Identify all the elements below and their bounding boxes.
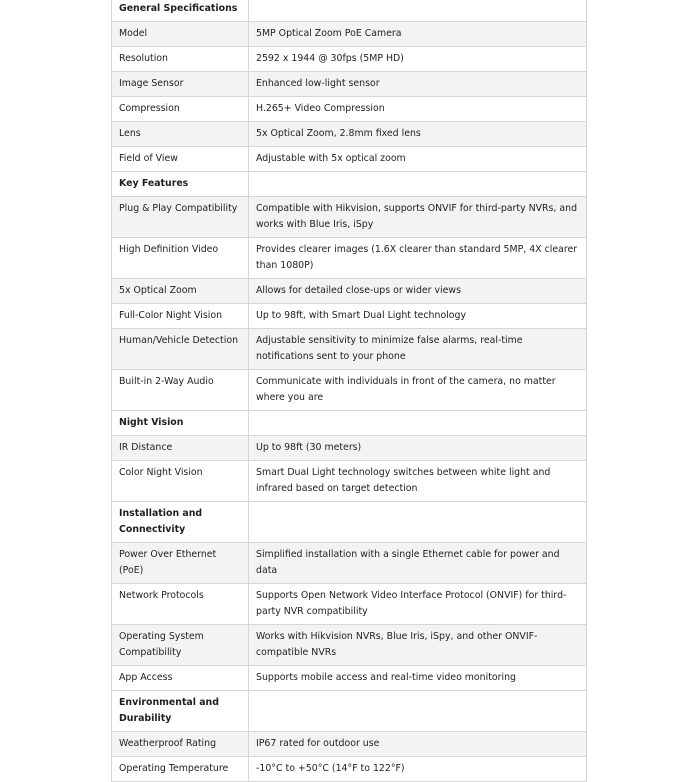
section-header-empty-cell (249, 0, 587, 22)
spec-label: Operating Temperature (112, 757, 249, 782)
spec-row (112, 279, 587, 304)
spec-value: Works with Hikvision NVRs, Blue Iris, iSpy, and other ONVIF-compatible NVRs (249, 625, 587, 666)
section-header-empty-cell (249, 172, 587, 197)
section-header-empty-cell (249, 502, 587, 543)
spec-label: Human/Vehicle Detection (112, 329, 249, 370)
section-header-row (112, 411, 587, 436)
spec-label: Compression (112, 97, 249, 122)
spec-value: -10°C to +50°C (14°F to 122°F) (249, 757, 587, 782)
spec-row (112, 584, 587, 625)
spec-value: Enhanced low-light sensor (249, 72, 587, 97)
spec-value: Compatible with Hikvision, supports ONVIF for third-party NVRs, and works with Blue Iris, iSpy (249, 197, 587, 238)
spec-row (112, 197, 587, 238)
spec-label: Resolution (112, 47, 249, 72)
spec-label: Color Night Vision (112, 461, 249, 502)
section-header-row (112, 502, 587, 543)
spec-value: IP67 rated for outdoor use (249, 732, 587, 757)
spec-value: Adjustable sensitivity to minimize false alarms, real-time notifications sent to your phone (249, 329, 587, 370)
spec-value: Provides clearer images (1.6X clearer than standard 5MP, 4X clearer than 1080P) (249, 238, 587, 279)
spec-row (112, 732, 587, 757)
spec-row (112, 72, 587, 97)
spec-value: Communicate with individuals in front of the camera, no matter where you are (249, 370, 587, 411)
spec-row (112, 22, 587, 47)
spec-label: High Definition Video (112, 238, 249, 279)
spec-value: H.265+ Video Compression (249, 97, 587, 122)
section-header-row (112, 172, 587, 197)
spec-label: Network Protocols (112, 584, 249, 625)
section-header-label: Key Features (112, 172, 249, 197)
spec-value: 2592 x 1944 @ 30fps (5MP HD) (249, 47, 587, 72)
spec-row (112, 47, 587, 72)
section-header-label: Night Vision (112, 411, 249, 436)
spec-row (112, 436, 587, 461)
spec-label: Power Over Ethernet (PoE) (112, 543, 249, 584)
spec-row (112, 666, 587, 691)
spec-row (112, 238, 587, 279)
spec-row (112, 122, 587, 147)
spec-label: App Access (112, 666, 249, 691)
spec-label: Weatherproof Rating (112, 732, 249, 757)
section-header-empty-cell (249, 691, 587, 732)
spec-label: Lens (112, 122, 249, 147)
spec-label: Plug & Play Compatibility (112, 197, 249, 238)
spec-row (112, 461, 587, 502)
spec-label: IR Distance (112, 436, 249, 461)
spec-label: Built-in 2-Way Audio (112, 370, 249, 411)
spec-value: Up to 98ft, with Smart Dual Light technology (249, 304, 587, 329)
section-header-label: General Specifications (112, 0, 249, 22)
spec-row (112, 625, 587, 666)
section-header-label: Environmental and Durability (112, 691, 249, 732)
spec-row (112, 543, 587, 584)
spec-label: Field of View (112, 147, 249, 172)
spec-value: 5x Optical Zoom, 2.8mm fixed lens (249, 122, 587, 147)
spec-row (112, 757, 587, 782)
section-header-row (112, 0, 587, 22)
spec-label: Operating System Compatibility (112, 625, 249, 666)
spec-label: Full-Color Night Vision (112, 304, 249, 329)
spec-value: Supports Open Network Video Interface Protocol (ONVIF) for third-party NVR compatibility (249, 584, 587, 625)
spec-row (112, 147, 587, 172)
spec-row (112, 329, 587, 370)
spec-value: Up to 98ft (30 meters) (249, 436, 587, 461)
spec-row (112, 97, 587, 122)
section-header-row (112, 691, 587, 732)
spec-row (112, 370, 587, 411)
spec-row (112, 304, 587, 329)
specifications-table-body (112, 0, 587, 782)
specifications-table (111, 0, 587, 782)
spec-value: Adjustable with 5x optical zoom (249, 147, 587, 172)
spec-label: Model (112, 22, 249, 47)
spec-value: Simplified installation with a single Ethernet cable for power and data (249, 543, 587, 584)
spec-label: 5x Optical Zoom (112, 279, 249, 304)
spec-label: Image Sensor (112, 72, 249, 97)
section-header-empty-cell (249, 411, 587, 436)
spec-value: Allows for detailed close-ups or wider views (249, 279, 587, 304)
section-header-label: Installation and Connectivity (112, 502, 249, 543)
spec-value: 5MP Optical Zoom PoE Camera (249, 22, 587, 47)
spec-value: Supports mobile access and real-time video monitoring (249, 666, 587, 691)
spec-value: Smart Dual Light technology switches between white light and infrared based on target detection (249, 461, 587, 502)
